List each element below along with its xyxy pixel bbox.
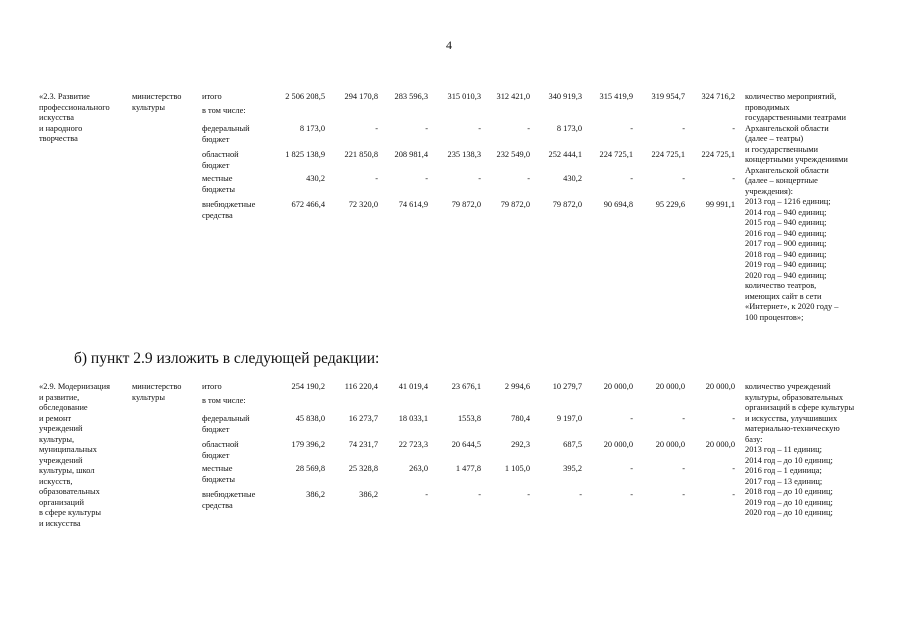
value-cell: 324 716,2 <box>701 92 735 101</box>
value-cell: 395,2 <box>563 464 582 473</box>
value-cell: 315 419,9 <box>599 92 633 101</box>
value-cell: 20 000,0 <box>655 382 685 391</box>
value-cell: - <box>375 124 378 133</box>
source-label: в том числе: <box>202 106 246 115</box>
source-label: местные бюджеты <box>202 464 236 484</box>
value-cell: 315 010,3 <box>447 92 481 101</box>
value-cell: 20 644,5 <box>451 440 481 449</box>
value-cell: 235 138,3 <box>447 150 481 159</box>
value-cell: 45 838,0 <box>295 414 325 423</box>
source-label: федеральный бюджет <box>202 414 250 434</box>
value-cell: 2 506 208,5 <box>285 92 325 101</box>
value-cell: 10 279,7 <box>552 382 582 391</box>
page-number: 4 <box>446 38 452 52</box>
value-cell: 1 825 138,9 <box>285 150 325 159</box>
expected-results: количество мероприятий, проводимых государственными театрами Архангельской области (далее – театры) и государственными концертными учреждениями Архангельской области (далее – концертные учреждения): 2013 год – 1216 единиц; 2014 год – 940 единиц; 2015 год – 940 единиц; 2016 год – 940 единиц; 2017 год – 900 единиц; 2018 год – 940 единиц; 2019 год – 940 единиц; 2020 год – 940 единиц; количество театров, имеющих сайт в сети «Интернет», к 2020 году – 100 процентов»; <box>745 92 848 322</box>
value-cell: 72 320,0 <box>348 200 378 209</box>
value-cell: 20 000,0 <box>705 382 735 391</box>
value-cell: 263,0 <box>409 464 428 473</box>
value-cell: 386,2 <box>306 490 325 499</box>
value-cell: 20 000,0 <box>705 440 735 449</box>
value-cell: 20 000,0 <box>603 440 633 449</box>
value-cell: 232 549,0 <box>496 150 530 159</box>
measure-name: «2.3. Развитие профессионального искусства и народного творчества <box>39 92 110 143</box>
source-label: федеральный бюджет <box>202 124 250 144</box>
value-cell: 28 569,8 <box>295 464 325 473</box>
value-cell: 20 000,0 <box>655 440 685 449</box>
value-cell: 79 872,0 <box>500 200 530 209</box>
value-cell: - <box>732 464 735 473</box>
value-cell: 386,2 <box>359 490 378 499</box>
value-cell: 2 994,6 <box>504 382 530 391</box>
value-cell: - <box>375 174 378 183</box>
value-cell: 780,4 <box>511 414 530 423</box>
value-cell: 74 614,9 <box>398 200 428 209</box>
value-cell: - <box>732 124 735 133</box>
value-cell: 9 197,0 <box>556 414 582 423</box>
executor: министерство культуры <box>132 382 182 402</box>
source-label: внебюджетные средства <box>202 200 256 220</box>
value-cell: 95 229,6 <box>655 200 685 209</box>
value-cell: 16 273,7 <box>348 414 378 423</box>
value-cell: - <box>630 414 633 423</box>
value-cell: 79 872,0 <box>451 200 481 209</box>
value-cell: 340 919,3 <box>548 92 582 101</box>
value-cell: - <box>478 124 481 133</box>
value-cell: 672 466,4 <box>291 200 325 209</box>
value-cell: - <box>630 464 633 473</box>
value-cell: 430,2 <box>306 174 325 183</box>
value-cell: 99 991,1 <box>705 200 735 209</box>
value-cell: 1 105,0 <box>504 464 530 473</box>
value-cell: 224 725,1 <box>599 150 633 159</box>
source-label: областной бюджет <box>202 150 239 170</box>
value-cell: - <box>682 464 685 473</box>
value-cell: 208 981,4 <box>394 150 428 159</box>
value-cell: - <box>630 174 633 183</box>
value-cell: 25 328,8 <box>348 464 378 473</box>
value-cell: 221 850,8 <box>344 150 378 159</box>
value-cell: 254 190,2 <box>291 382 325 391</box>
value-cell: 224 725,1 <box>651 150 685 159</box>
value-cell: - <box>478 490 481 499</box>
value-cell: - <box>630 490 633 499</box>
section-2-9-table <box>39 382 889 542</box>
value-cell: 20 000,0 <box>603 382 633 391</box>
source-label: внебюджетные средства <box>202 490 256 510</box>
section-2-3-table <box>39 92 889 342</box>
value-cell: 292,3 <box>511 440 530 449</box>
value-cell: - <box>682 490 685 499</box>
value-cell: 319 954,7 <box>651 92 685 101</box>
source-label: областной бюджет <box>202 440 239 460</box>
value-cell: - <box>579 490 582 499</box>
value-cell: 41 019,4 <box>398 382 428 391</box>
value-cell: - <box>425 490 428 499</box>
section-heading: б) пункт 2.9 изложить в следующей редакции: <box>74 350 380 367</box>
source-label: местные бюджеты <box>202 174 236 194</box>
value-cell: - <box>682 414 685 423</box>
value-cell: 8 173,0 <box>299 124 325 133</box>
value-cell: - <box>732 174 735 183</box>
source-label: итого <box>202 92 222 101</box>
executor: министерство культуры <box>132 92 182 112</box>
value-cell: 8 173,0 <box>556 124 582 133</box>
value-cell: 430,2 <box>563 174 582 183</box>
value-cell: - <box>527 490 530 499</box>
value-cell: 283 596,3 <box>394 92 428 101</box>
value-cell: 687,5 <box>563 440 582 449</box>
value-cell: - <box>682 124 685 133</box>
value-cell: 74 231,7 <box>348 440 378 449</box>
value-cell: 79 872,0 <box>552 200 582 209</box>
expected-results: количество учреждений культуры, образовательных организаций в сфере культуры и искусства, улучшивших материально-техническую базу: 2013 год – 11 единиц; 2014 год – до 10 единиц; 2016 год – 1 единица; 2017 год – 13 единиц; 2018 год – до 10 единиц; 2019 год – до 10 единиц; 2020 год – до 10 единиц; <box>745 382 855 517</box>
value-cell: - <box>425 174 428 183</box>
value-cell: 224 725,1 <box>701 150 735 159</box>
value-cell: 22 723,3 <box>398 440 428 449</box>
value-cell: 1553,8 <box>457 414 481 423</box>
value-cell: 294 170,8 <box>344 92 378 101</box>
value-cell: - <box>425 124 428 133</box>
source-label: в том числе: <box>202 396 246 405</box>
value-cell: 90 694,8 <box>603 200 633 209</box>
value-cell: 23 676,1 <box>451 382 481 391</box>
value-cell: - <box>682 174 685 183</box>
value-cell: - <box>732 414 735 423</box>
source-label: итого <box>202 382 222 391</box>
measure-name: «2.9. Модернизация и развитие, обследование и ремонт учреждений культуры, муниципальных учреждений культуры, школ искусств, образовательных организаций в сфере культуры и искусства <box>39 382 110 528</box>
value-cell: - <box>478 174 481 183</box>
value-cell: 116 220,4 <box>344 382 378 391</box>
value-cell: 179 396,2 <box>291 440 325 449</box>
value-cell: 252 444,1 <box>548 150 582 159</box>
value-cell: 1 477,8 <box>455 464 481 473</box>
value-cell: 18 033,1 <box>398 414 428 423</box>
value-cell: - <box>527 124 530 133</box>
value-cell: - <box>732 490 735 499</box>
value-cell: - <box>630 124 633 133</box>
value-cell: - <box>527 174 530 183</box>
value-cell: 312 421,0 <box>496 92 530 101</box>
